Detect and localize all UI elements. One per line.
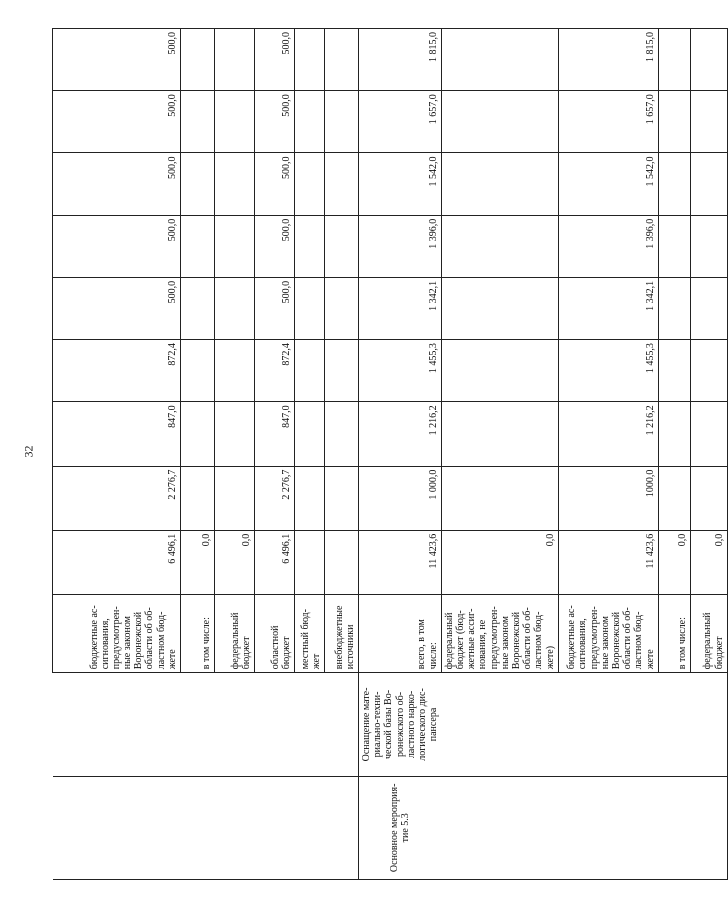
table-row bbox=[359, 29, 442, 880]
amount-cell: 1 657,0 bbox=[558, 91, 658, 153]
amount-cell bbox=[215, 29, 255, 91]
amount-cell: 2 276,7 bbox=[255, 466, 295, 530]
budget-table-body bbox=[53, 29, 728, 880]
funding-source-cell bbox=[359, 595, 442, 673]
amount-cell bbox=[690, 215, 727, 277]
event-name-cell bbox=[181, 776, 215, 879]
amount-cell bbox=[215, 466, 255, 530]
table-row bbox=[325, 29, 359, 880]
amount-cell: 6 496,1 bbox=[53, 530, 181, 594]
amount-cell bbox=[181, 215, 215, 277]
funding-source-cell bbox=[325, 595, 359, 673]
amount-cell: 1 542,0 bbox=[359, 153, 442, 215]
amount-cell bbox=[658, 466, 690, 530]
funding-source-cell bbox=[295, 595, 325, 673]
amount-cell bbox=[181, 29, 215, 91]
amount-cell bbox=[441, 277, 558, 339]
amount-cell: 1 342,1 bbox=[558, 277, 658, 339]
funding-source-cell bbox=[558, 595, 658, 673]
amount-cell bbox=[181, 91, 215, 153]
amount-cell bbox=[295, 153, 325, 215]
amount-cell bbox=[690, 29, 727, 91]
amount-cell bbox=[295, 277, 325, 339]
event-name-cell bbox=[558, 776, 658, 879]
amount-cell bbox=[181, 277, 215, 339]
amount-cell: 0,0 bbox=[215, 530, 255, 594]
table-row bbox=[441, 29, 558, 880]
funding-source: областной бюджет bbox=[269, 625, 292, 670]
amount-cell bbox=[325, 277, 359, 339]
funding-source: в том числе: bbox=[200, 617, 212, 670]
amount-cell: 500,0 bbox=[53, 29, 181, 91]
subevent-name-cell bbox=[325, 673, 359, 776]
funding-source-cell bbox=[658, 595, 690, 673]
amount-cell bbox=[658, 91, 690, 153]
amount-cell: 2 276,7 bbox=[53, 466, 181, 530]
funding-source-cell bbox=[181, 595, 215, 673]
amount-cell: 11 423,6 bbox=[359, 530, 442, 594]
amount-cell bbox=[441, 153, 558, 215]
amount-cell: 0,0 bbox=[181, 530, 215, 594]
amount-cell: 1 216,2 bbox=[359, 402, 442, 466]
amount-cell bbox=[325, 466, 359, 530]
page-number: 32 bbox=[21, 445, 36, 458]
amount-cell bbox=[325, 530, 359, 594]
amount-cell bbox=[215, 402, 255, 466]
subevent-name-cell bbox=[690, 673, 727, 776]
amount-cell bbox=[690, 402, 727, 466]
amount-cell bbox=[658, 340, 690, 402]
amount-cell bbox=[325, 215, 359, 277]
event-name-cell bbox=[255, 776, 295, 879]
subevent-name-cell bbox=[53, 673, 181, 776]
amount-cell bbox=[295, 29, 325, 91]
subevent-name-cell bbox=[558, 673, 658, 776]
funding-source-cell bbox=[53, 595, 181, 673]
amount-cell: 500,0 bbox=[53, 153, 181, 215]
amount-cell bbox=[215, 277, 255, 339]
amount-cell bbox=[690, 277, 727, 339]
table-row bbox=[658, 29, 690, 880]
amount-cell: 1 396,0 bbox=[558, 215, 658, 277]
amount-cell bbox=[295, 91, 325, 153]
amount-cell bbox=[181, 402, 215, 466]
event-name-cell bbox=[658, 776, 690, 879]
amount-cell bbox=[658, 277, 690, 339]
amount-cell: 500,0 bbox=[255, 29, 295, 91]
amount-cell bbox=[295, 340, 325, 402]
amount-cell bbox=[325, 340, 359, 402]
amount-cell: 0,0 bbox=[658, 530, 690, 594]
amount-cell: 0,0 bbox=[690, 530, 727, 594]
event-name-cell bbox=[441, 776, 558, 879]
amount-cell: 6 496,1 bbox=[255, 530, 295, 594]
amount-cell: 500,0 bbox=[53, 91, 181, 153]
amount-cell: 1 000,0 bbox=[359, 466, 442, 530]
amount-cell: 847,0 bbox=[53, 402, 181, 466]
funding-source: федеральный бюджет bbox=[702, 612, 725, 670]
amount-cell: 1 455,3 bbox=[558, 340, 658, 402]
funding-source: федеральный бюджет bbox=[229, 612, 252, 670]
table-row bbox=[181, 29, 215, 880]
amount-cell bbox=[295, 402, 325, 466]
table-row bbox=[215, 29, 255, 880]
amount-cell: 1 657,0 bbox=[359, 91, 442, 153]
event-name-cell bbox=[295, 776, 325, 879]
amount-cell: 500,0 bbox=[255, 215, 295, 277]
amount-cell bbox=[215, 215, 255, 277]
table-row bbox=[53, 29, 181, 880]
amount-cell bbox=[690, 340, 727, 402]
subevent-name-cell bbox=[658, 673, 690, 776]
funding-source-cell bbox=[215, 595, 255, 673]
amount-cell: 1 342,1 bbox=[359, 277, 442, 339]
event-name-cell bbox=[359, 776, 442, 879]
amount-cell: 0,0 bbox=[441, 530, 558, 594]
amount-cell bbox=[690, 153, 727, 215]
table-row bbox=[255, 29, 295, 880]
amount-cell: 1 216,2 bbox=[558, 402, 658, 466]
amount-cell bbox=[215, 91, 255, 153]
event-name-cell bbox=[53, 776, 181, 879]
amount-cell: 1 815,0 bbox=[359, 29, 442, 91]
amount-cell: 847,0 bbox=[255, 402, 295, 466]
amount-cell bbox=[441, 91, 558, 153]
subevent-name-cell bbox=[255, 673, 295, 776]
amount-cell bbox=[325, 91, 359, 153]
amount-cell: 11 423,6 bbox=[558, 530, 658, 594]
funding-source-cell bbox=[441, 595, 558, 673]
amount-cell bbox=[295, 215, 325, 277]
amount-cell bbox=[295, 466, 325, 530]
amount-cell: 1 542,0 bbox=[558, 153, 658, 215]
amount-cell: 1 455,3 bbox=[359, 340, 442, 402]
funding-source: федеральный бюджет (бюд- жетные ассиг- нования, не предусмотрен- ные законом Воронежской области об об- ластном бюд- жете) bbox=[443, 606, 556, 670]
event-name-cell bbox=[325, 776, 359, 879]
amount-cell bbox=[658, 402, 690, 466]
subevent-name-cell bbox=[441, 673, 558, 776]
amount-cell bbox=[181, 153, 215, 215]
amount-cell: 500,0 bbox=[53, 277, 181, 339]
amount-cell bbox=[690, 91, 727, 153]
amount-cell bbox=[441, 215, 558, 277]
event-name-cell bbox=[690, 776, 727, 879]
amount-cell bbox=[658, 153, 690, 215]
amount-cell bbox=[441, 402, 558, 466]
amount-cell bbox=[215, 153, 255, 215]
funding-source: в том числе: bbox=[676, 617, 688, 670]
amount-cell: 1 396,0 bbox=[359, 215, 442, 277]
amount-cell bbox=[658, 29, 690, 91]
amount-cell bbox=[441, 466, 558, 530]
amount-cell bbox=[181, 466, 215, 530]
funding-source: бюджетные ас- сигнования, предусмотрен- ные законом Воронежской области об об- ластном бюд- жете bbox=[566, 605, 656, 670]
amount-cell: 872,4 bbox=[255, 340, 295, 402]
amount-cell: 500,0 bbox=[255, 91, 295, 153]
budget-table bbox=[52, 28, 728, 880]
funding-source-cell bbox=[690, 595, 727, 673]
amount-cell: 872,4 bbox=[53, 340, 181, 402]
funding-source: местный бюд- жет bbox=[299, 609, 322, 670]
amount-cell bbox=[325, 402, 359, 466]
amount-cell bbox=[215, 340, 255, 402]
funding-source-cell bbox=[255, 595, 295, 673]
amount-cell: 500,0 bbox=[53, 215, 181, 277]
amount-cell: 1 815,0 bbox=[558, 29, 658, 91]
funding-source: внебюджетные источники bbox=[333, 605, 356, 670]
table-row bbox=[295, 29, 325, 880]
table-row bbox=[558, 29, 658, 880]
table-row bbox=[690, 29, 727, 880]
budget-table-rotated bbox=[52, 28, 725, 880]
amount-cell bbox=[295, 530, 325, 594]
amount-cell bbox=[441, 340, 558, 402]
subevent-name-cell bbox=[181, 673, 215, 776]
amount-cell bbox=[325, 153, 359, 215]
subevent-name-cell bbox=[359, 673, 442, 776]
funding-source: всего, в том числе: bbox=[416, 619, 439, 670]
amount-cell: 500,0 bbox=[255, 153, 295, 215]
amount-cell bbox=[181, 340, 215, 402]
amount-cell bbox=[658, 215, 690, 277]
event-name-cell bbox=[215, 776, 255, 879]
funding-source: бюджетные ас- сигнования, предусмотрен- ные законом Воронежской области об об- ластном бюд- жете bbox=[88, 605, 178, 670]
amount-cell bbox=[325, 29, 359, 91]
subevent-name: Оснащение мате- риально-техни- ческой базы Во- ронежского об- ластного нарко- логического дис- пансера bbox=[361, 687, 440, 762]
amount-cell bbox=[690, 466, 727, 530]
event-name: Основное мероприя- тие 5.3 bbox=[388, 783, 412, 873]
subevent-name-cell bbox=[215, 673, 255, 776]
amount-cell: 1000,0 bbox=[558, 466, 658, 530]
amount-cell: 500,0 bbox=[255, 277, 295, 339]
amount-cell bbox=[441, 29, 558, 91]
subevent-name-cell bbox=[295, 673, 325, 776]
